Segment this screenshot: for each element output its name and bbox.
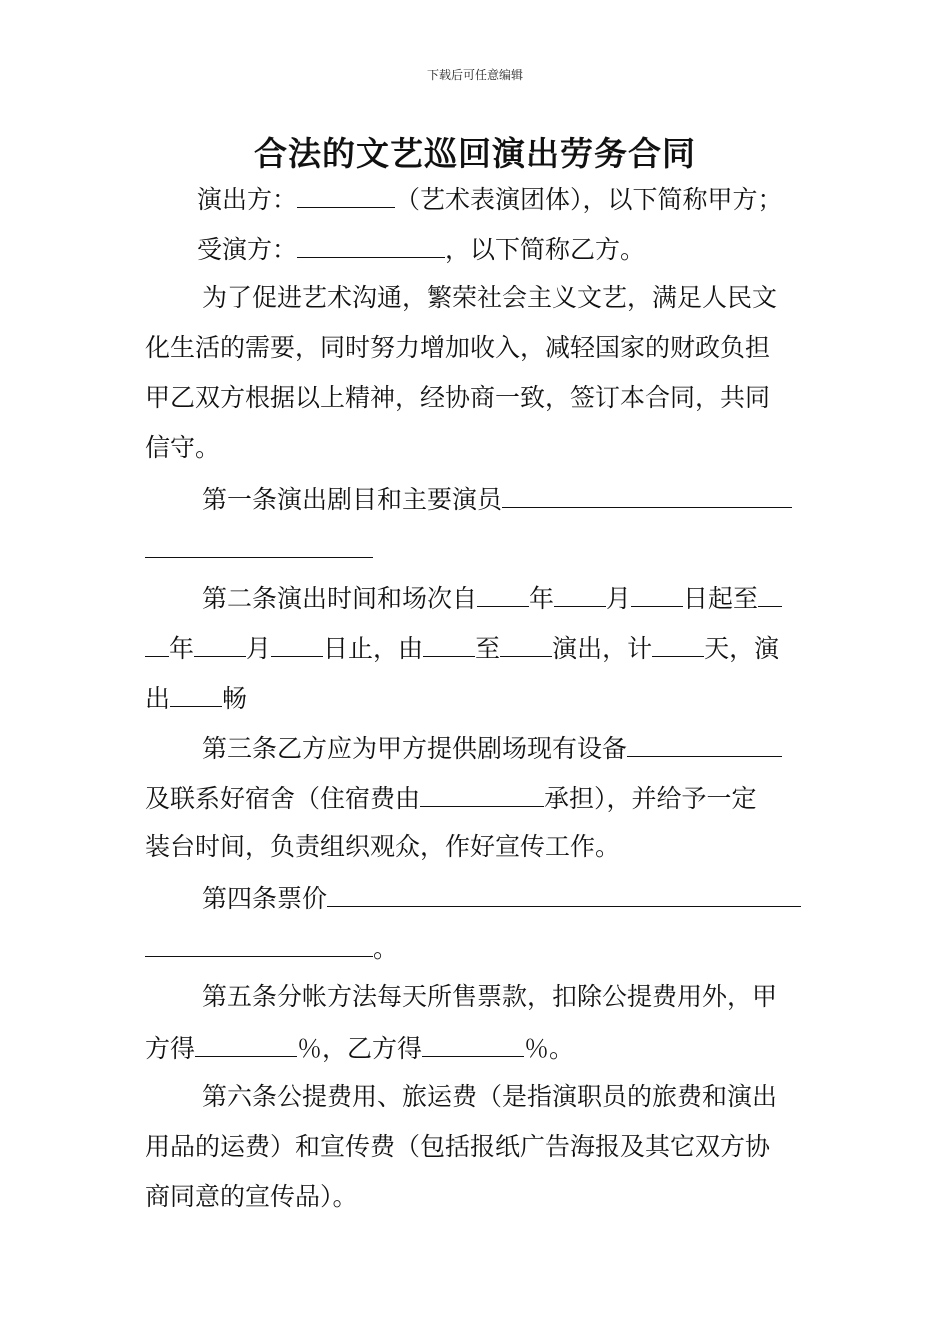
text-segment: 第四条票价 xyxy=(202,884,328,913)
document-title: 合法的文艺巡回演出劳务合同 xyxy=(254,134,696,173)
text-segment: 演出，计 xyxy=(552,634,653,663)
blank-line xyxy=(195,1032,297,1057)
text-segment: 年 xyxy=(529,584,555,613)
blank-line xyxy=(297,233,445,258)
article-1 xyxy=(202,483,862,515)
article-4-continued xyxy=(145,932,805,964)
blank-line xyxy=(631,582,683,607)
text-segment: 畅 xyxy=(222,684,248,713)
blank-line xyxy=(652,632,704,657)
blank-line xyxy=(145,932,373,957)
text-segment: 及联系好宿舍（住宿费由 xyxy=(145,784,421,813)
article-1-continued xyxy=(145,533,805,565)
text-segment: 天，演 xyxy=(704,634,780,663)
blank-line xyxy=(271,632,323,657)
header-note: 下载后可任意编辑 xyxy=(426,68,523,82)
blank-line xyxy=(554,582,606,607)
article-3 xyxy=(202,732,862,764)
paragraph-line: 甲乙双方根据以上精神，经协商一致，签订本合同，共同 xyxy=(145,383,771,412)
text-segment: 月 xyxy=(246,634,272,663)
article-3-end: 装台时间，负责组织观众，作好宣传工作。 xyxy=(145,832,621,861)
blank-line xyxy=(327,882,801,907)
text-segment: （艺术表演团体），以下简称甲方； xyxy=(395,185,783,214)
article-4 xyxy=(202,882,862,914)
article-3-continued xyxy=(145,782,805,814)
text-segment: 出 xyxy=(145,684,171,713)
blank-line xyxy=(145,632,169,657)
article-6-continued: 用品的运费）和宣传费（包括报纸广告海报及其它双方协 xyxy=(145,1132,771,1161)
text-segment: 日起至 xyxy=(683,584,759,613)
line-performer xyxy=(197,183,857,215)
text-segment: ，以下简称乙方。 xyxy=(445,235,646,264)
blank-line xyxy=(758,582,782,607)
blank-line xyxy=(500,632,552,657)
article-6-end: 商同意的宣传品）。 xyxy=(145,1182,358,1211)
article-5-continued xyxy=(145,1032,805,1064)
text-segment: 方得 xyxy=(145,1034,196,1063)
paragraph-line: 为了促进艺术沟通，繁荣社会主义文艺，满足人民文 xyxy=(202,283,778,312)
text-segment: 年 xyxy=(169,634,195,663)
article-2-end xyxy=(145,682,805,714)
text-segment: 第三条乙方应为甲方提供剧场现有设备 xyxy=(202,734,628,763)
article-2-continued xyxy=(145,632,805,664)
blank-line xyxy=(194,632,246,657)
text-segment: 第二条演出时间和场次自 xyxy=(202,584,478,613)
paragraph-line: 化生活的需要，同时努力增加收入，减轻国家的财政负担 xyxy=(145,333,771,362)
article-2 xyxy=(202,582,862,614)
text-segment: ％，乙方得 xyxy=(297,1034,423,1063)
text-segment: 演出方： xyxy=(197,185,298,214)
text-segment: ％。 xyxy=(524,1034,575,1063)
text-segment: 至 xyxy=(475,634,501,663)
text-segment: 。 xyxy=(373,934,399,963)
article-6: 第六条公提费用、旅运费（是指演职员的旅费和演出 xyxy=(202,1082,778,1111)
blank-line xyxy=(477,582,529,607)
blank-line xyxy=(145,533,373,558)
paragraph-line: 信守。 xyxy=(145,433,221,462)
text-segment: 受演方： xyxy=(197,235,298,264)
blank-line xyxy=(420,782,544,807)
blank-line xyxy=(297,183,395,208)
blank-line xyxy=(627,732,782,757)
text-segment: 月 xyxy=(606,584,632,613)
blank-line xyxy=(502,483,792,508)
text-segment: 第一条演出剧目和主要演员 xyxy=(202,485,503,514)
text-segment: 承担），并给予一定 xyxy=(544,784,757,813)
blank-line xyxy=(423,632,475,657)
article-5: 第五条分帐方法每天所售票款，扣除公提费用外，甲 xyxy=(202,982,778,1011)
blank-line xyxy=(422,1032,524,1057)
text-segment: 日止，由 xyxy=(323,634,424,663)
blank-line xyxy=(170,682,222,707)
line-host xyxy=(197,233,857,265)
